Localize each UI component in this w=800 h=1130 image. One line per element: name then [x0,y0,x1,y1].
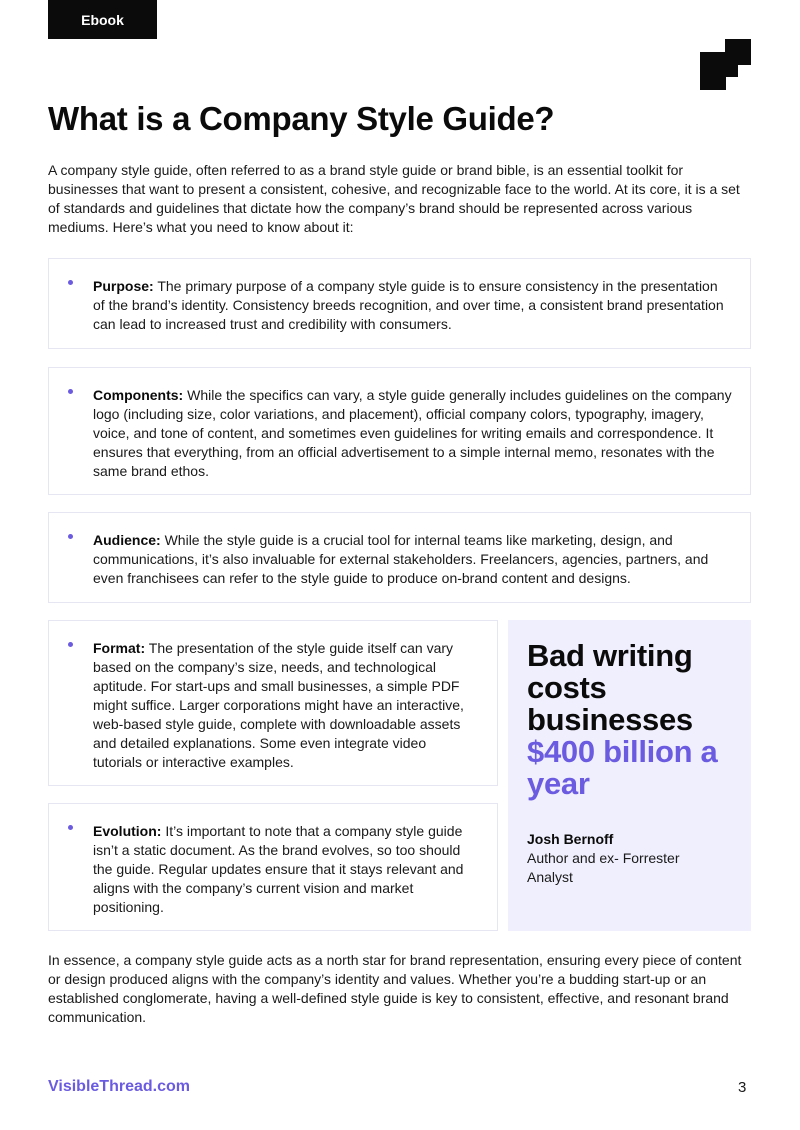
point-text: While the specifics can vary, a style guide generally includes guidelines on the company logo (including size, color variations, and placement), official company colors, typography, imagery, voice, and tone of content, and sometimes even guidelines for writing emails and correspondence. It ensures that everything, from an official advertisement to a simple internal memo, resonates with the same brand ethos. [93,387,732,479]
point-term: Format: [93,640,146,656]
point-card-format [48,620,498,786]
website-link[interactable]: VisibleThread.com [48,1078,190,1095]
bullet-icon [68,280,73,285]
quote-callout [508,620,751,931]
page-title: What is a Company Style Guide? [48,100,555,137]
quote-author-role: Author and ex- Forrester Analyst [527,850,680,885]
point-card-purpose [48,258,751,349]
point-text: The primary purpose of a company style guide is to ensure consistency in the presentation of the brand’s identity. Consistency breeds recognition, and over time, a consistent brand presentation can lead to increased trust and credibility with consumers. [93,278,724,332]
point-text: The presentation of the style guide itself can vary based on the company’s size, needs, and technological aptitude. For start-ups and small businesses, a simple PDF might suffice. Larger corporations might have an interactive, web-based style guide, complete with downloadable assets and detailed explanations. Some even integrate video tutorials or interactive examples. [93,640,464,770]
bullet-icon [68,389,73,394]
quote-highlight: $400 billion a year [527,734,718,801]
point-card-components [48,367,751,495]
point-text: It’s important to note that a company style guide isn’t a static document. As the brand evolves, so too should the guide. Regular updates ensure that it stays relevant and aligns with the company’s current vision and market positioning. [93,823,464,915]
quote-line: Bad writing costs businesses [527,638,693,737]
point-card-audience [48,512,751,603]
outro-paragraph: In essence, a company style guide acts as a north star for brand representation, ensuring every piece of content or design produced aligns with the company’s identity and values. Whether you’re a budding start-up or an established conglomerate, having a well-defined style guide is key to consistent, effective, and resonant brand communication. [48,952,742,1025]
intro-paragraph: A company style guide, often referred to as a brand style guide or brand bible, is an essential toolkit for businesses that want to present a consistent, cohesive, and recognizable face to the world. At its core, it is a set of standards and guidelines that dictate how the company’s brand should be represented across various mediums. Here’s what you need to know about it: [48,162,740,235]
bullet-icon [68,642,73,647]
point-term: Audience: [93,532,161,548]
ebook-tag: Ebook [48,0,157,39]
bullet-icon [68,534,73,539]
point-term: Purpose: [93,278,154,294]
stepped-squares-logo-icon [700,39,751,90]
bullet-icon [68,825,73,830]
quote-author: Josh Bernoff [527,831,614,847]
quote-statement [527,640,732,800]
point-text: While the style guide is a crucial tool for internal teams like marketing, design, and communications, it’s also invaluable for external stakeholders. Freelancers, agencies, partners, and even franchisees can refer to the style guide to produce on-brand content and designs. [93,532,709,586]
point-term: Evolution: [93,823,162,839]
point-card-evolution [48,803,498,931]
point-term: Components: [93,387,184,403]
page-number: 3 [738,1079,747,1096]
